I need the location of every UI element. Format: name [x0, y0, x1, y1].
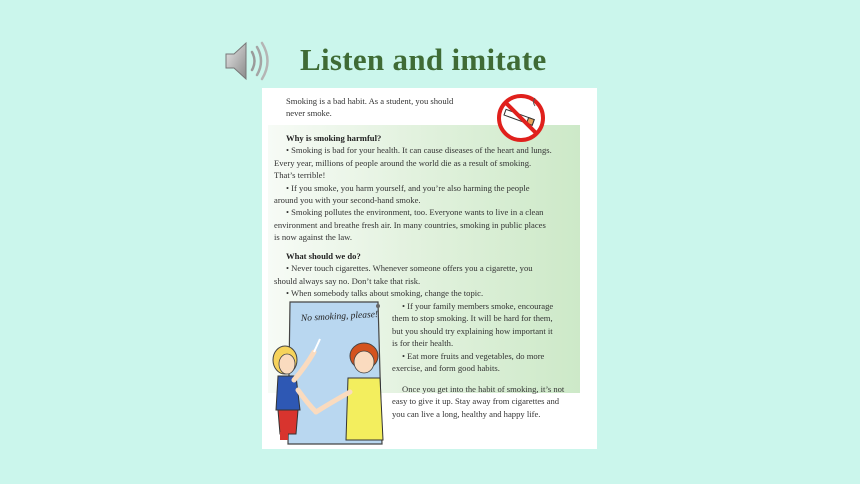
should-heading: What should we do?: [286, 251, 361, 261]
speaker-icon[interactable]: [222, 38, 270, 84]
students-illustration: [266, 294, 384, 446]
intro-text: Smoking is a bad habit. As a student, you should never smoke.: [286, 96, 454, 119]
should-section: What should we do? • Never touch cigarettes. Whenever someone offers you a cigarette, you should always say no. Don’t take that risk. • When somebody talks about smoking, change the topic.: [274, 250, 579, 300]
slide-title: Listen and imitate: [300, 42, 547, 77]
harmful-section: Why is smoking harmful? • Smoking is bad for your health. It can cause diseases of the heart and lungs. Every year, millions of people around the world die as a result of smoking. That’s terrible! • If you smoke, you harm yourself, and you’re also harming the people around you with your second-hand smoke. • Smoking pollutes the environment, too. Everyone wants to live in a clean environment and breathe fresh air. In many countries, smoking in public places is now against the law.: [274, 132, 579, 244]
textbook-page: [262, 88, 597, 449]
svg-text:No smoking, please!: No smoking, please!: [300, 309, 379, 324]
should-right-column: • If your family members smoke, encourage them to stop smoking. It will be hard for them, but you should try explaining how important it is for their health. • Eat more fruits and vegetables, do more exercise, and form good habits.: [392, 301, 554, 374]
closing-text: Once you get into the habit of smoking, it’s not easy to give it up. Stay away from cigarettes and you can live a long, healthy and happy life.: [392, 384, 565, 419]
harmful-heading: Why is smoking harmful?: [286, 133, 382, 143]
